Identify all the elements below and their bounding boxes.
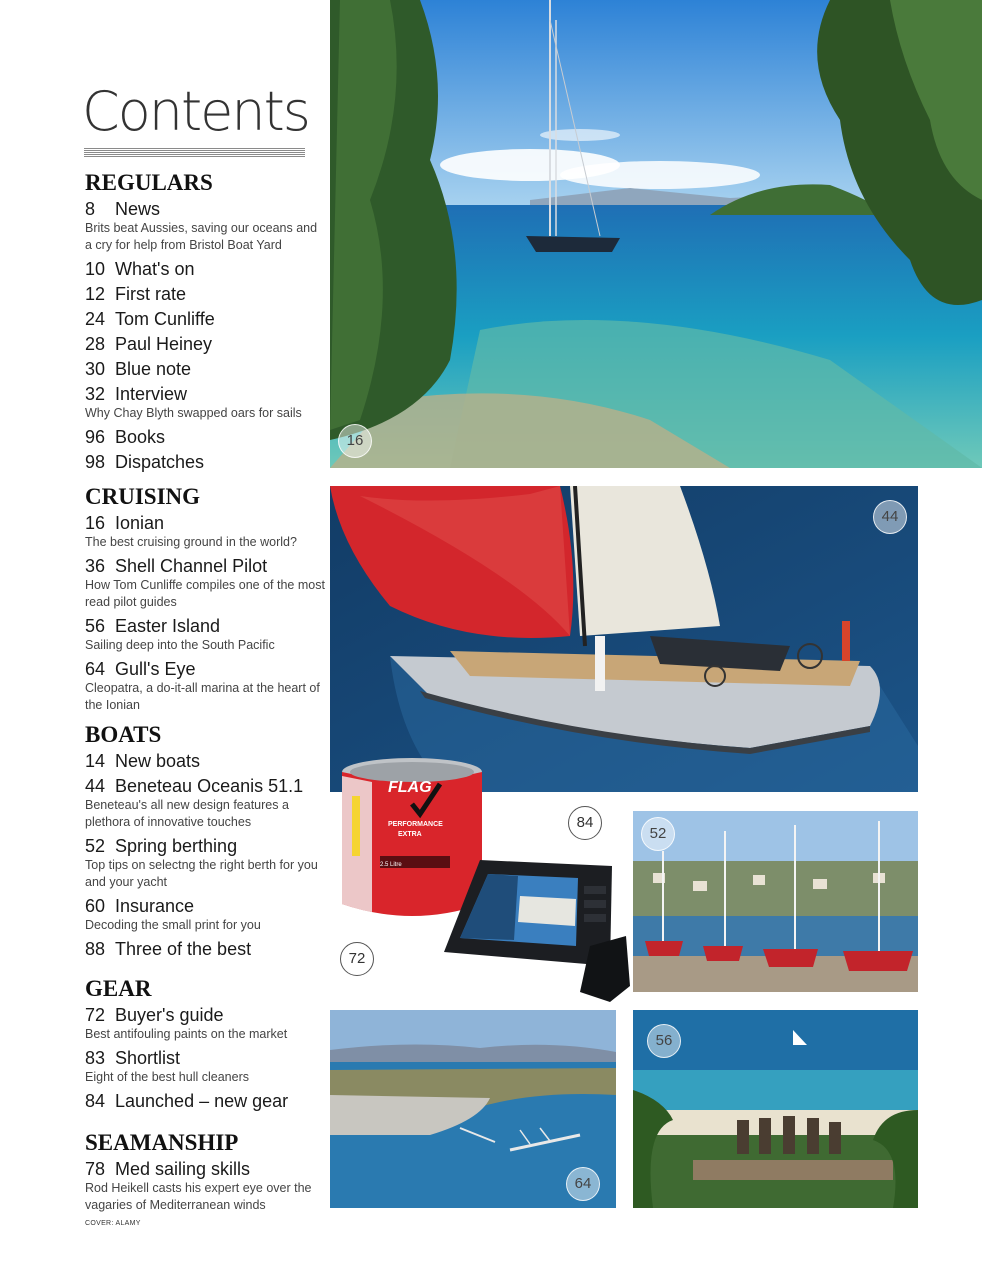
entry-title: Books: [115, 427, 166, 447]
paint-line2: EXTRA: [398, 831, 422, 838]
page-number: 52: [85, 836, 106, 856]
page-number: 98: [85, 452, 106, 472]
page-tag-paint: 72: [340, 942, 374, 976]
entry-heading: [85, 835, 325, 857]
page-number: 44: [85, 776, 106, 796]
entry-title: Shell Channel Pilot: [115, 556, 268, 576]
chart-plotter-device: [440, 856, 632, 1006]
entry-heading: [85, 1090, 325, 1112]
entry-description: Rod Heikell casts his expert eye over the vagaries of Mediterranean winds: [85, 1181, 312, 1212]
contents-entry: [85, 333, 325, 355]
contents-entry: [85, 1090, 325, 1112]
section-heading: SEAMANSHIP: [85, 1130, 239, 1155]
contents-entry: [85, 750, 325, 772]
page-number: 84: [85, 1091, 106, 1111]
entry-description: Top tips on selectng the right berth for you and your yacht: [85, 858, 318, 889]
page-number: 96: [85, 427, 106, 447]
entry-heading: [85, 658, 325, 680]
entry-title: Blue note: [115, 359, 192, 379]
section-heading: CRUISING: [85, 484, 201, 509]
entry-heading: [85, 283, 325, 305]
entry-description: The best cruising ground in the world?: [85, 535, 297, 549]
page-number: 8: [85, 199, 96, 219]
page-tag-easter: 56: [647, 1024, 681, 1058]
entry-heading: [85, 258, 325, 280]
contents-entry: [85, 835, 325, 891]
entry-heading: [85, 383, 325, 405]
ionian-bay-photo: [330, 0, 982, 468]
entry-heading: [85, 308, 325, 330]
contents-entry: [85, 615, 325, 654]
entry-heading: [85, 198, 325, 220]
page-number: 32: [85, 384, 106, 404]
entry-description: Why Chay Blyth swapped oars for sails: [85, 406, 302, 420]
page-number: 64: [85, 659, 106, 679]
page-tag-beneteau: 44: [873, 500, 907, 534]
contents-entry: [85, 358, 325, 380]
entry-title: Paul Heiney: [115, 334, 213, 354]
entry-heading: [85, 938, 325, 960]
cover-credit: COVER: ALAMY: [85, 1220, 141, 1227]
entry-title: Med sailing skills: [115, 1159, 251, 1179]
spring-berthing-photo: [633, 811, 918, 992]
page-number: 56: [85, 616, 106, 636]
section-heading: REGULARS: [85, 170, 213, 195]
page-number: 83: [85, 1048, 106, 1068]
contents-column: [0, 0, 330, 1280]
title-divider: [84, 148, 305, 158]
contents-entry: [85, 308, 325, 330]
entry-title: News: [115, 199, 161, 219]
berthing-illustration: [633, 811, 918, 992]
entry-description: Beneteau's all new design features a plethora of innovative touches: [85, 798, 289, 829]
entry-description: Cleopatra, a do-it-all marina at the heart of the Ionian: [85, 681, 320, 712]
contents-entry: [85, 1158, 325, 1214]
entry-heading: [85, 615, 325, 637]
entry-description: How Tom Cunliffe compiles one of the most read pilot guides: [85, 578, 325, 609]
entry-heading: [85, 1004, 325, 1026]
contents-entry: [85, 198, 325, 254]
entry-description: Decoding the small print for you: [85, 918, 261, 932]
entry-title: Ionian: [115, 513, 165, 533]
page-number: 72: [85, 1005, 106, 1025]
entry-heading: [85, 555, 325, 577]
page-tag-marina: 64: [566, 1167, 600, 1201]
entry-heading: [85, 358, 325, 380]
entry-heading: [85, 895, 325, 917]
easter-island-photo: [633, 1010, 918, 1208]
contents-entry: [85, 383, 325, 422]
page-tag-ionian: 16: [338, 424, 372, 458]
contents-entry: [85, 1004, 325, 1043]
entry-title: Easter Island: [115, 616, 221, 636]
entry-title: Spring berthing: [115, 836, 238, 856]
contents-entry: [85, 555, 325, 611]
entry-title: Dispatches: [115, 452, 205, 472]
page-title: Contents: [82, 80, 309, 143]
entry-heading: [85, 426, 325, 448]
chart-plotter-illustration: [440, 856, 632, 1006]
contents-entry: [85, 1047, 325, 1086]
section-gear: [85, 976, 325, 1115]
contents-entry: [85, 775, 325, 831]
contents-entry: [85, 512, 325, 551]
page-number: 30: [85, 359, 106, 379]
contents-entry: [85, 283, 325, 305]
entry-title: New boats: [115, 751, 201, 771]
entry-title: Buyer's guide: [115, 1005, 224, 1025]
contents-entry: [85, 938, 325, 960]
entry-title: Launched – new gear: [115, 1091, 289, 1111]
entry-heading: [85, 512, 325, 534]
paint-brand: FLAG: [388, 779, 432, 796]
entry-title: Shortlist: [115, 1048, 181, 1068]
contents-entry: [85, 258, 325, 280]
page-number: 24: [85, 309, 106, 329]
page-number: 36: [85, 556, 106, 576]
section-cruising: [85, 484, 325, 718]
contents-entry: [85, 426, 325, 448]
entry-title: First rate: [115, 284, 187, 304]
entry-title: What's on: [115, 259, 195, 279]
entry-title: Gull's Eye: [115, 659, 196, 679]
entry-description: Best antifouling paints on the market: [85, 1027, 288, 1041]
section-boats: [85, 722, 325, 963]
entry-heading: [85, 333, 325, 355]
entry-title: Interview: [115, 384, 188, 404]
entry-title: Insurance: [115, 896, 195, 916]
page-number: 60: [85, 896, 106, 916]
page-tag-berthing: 52: [641, 817, 675, 851]
page-tag-plotter: 84: [568, 806, 602, 840]
section-regulars: [85, 170, 325, 476]
section-seamanship: [85, 1130, 325, 1218]
beneteau-yacht-photo: [330, 486, 918, 792]
entry-title: Three of the best: [115, 939, 252, 959]
contents-entry: [85, 658, 325, 714]
page-number: 16: [85, 513, 106, 533]
marina-aerial-photo: [330, 1010, 616, 1208]
paint-volume: 2.5 Litre: [380, 862, 402, 868]
entry-heading: [85, 750, 325, 772]
entry-title: Beneteau Oceanis 51.1: [115, 776, 304, 796]
entry-heading: [85, 451, 325, 473]
entry-description: Brits beat Aussies, saving our oceans and a cry for help from Bristol Boat Yard: [85, 221, 318, 252]
page-number: 28: [85, 334, 106, 354]
paint-line1: PERFORMANCE: [388, 821, 443, 828]
beneteau-yacht-illustration: [330, 486, 918, 792]
page-number: 14: [85, 751, 106, 771]
entry-heading: [85, 775, 325, 797]
page-number: 78: [85, 1159, 106, 1179]
entry-description: Eight of the best hull cleaners: [85, 1070, 249, 1084]
entry-heading: [85, 1047, 325, 1069]
section-heading: BOATS: [85, 722, 162, 747]
entry-description: Sailing deep into the South Pacific: [85, 638, 275, 652]
entry-heading: [85, 1158, 325, 1180]
contents-entry: [85, 451, 325, 473]
page-number: 10: [85, 259, 106, 279]
section-heading: GEAR: [85, 976, 152, 1001]
page-number: 88: [85, 939, 106, 959]
page-number: 12: [85, 284, 106, 304]
entry-title: Tom Cunliffe: [115, 309, 215, 329]
contents-entry: [85, 895, 325, 934]
ionian-bay-illustration: [330, 0, 982, 468]
